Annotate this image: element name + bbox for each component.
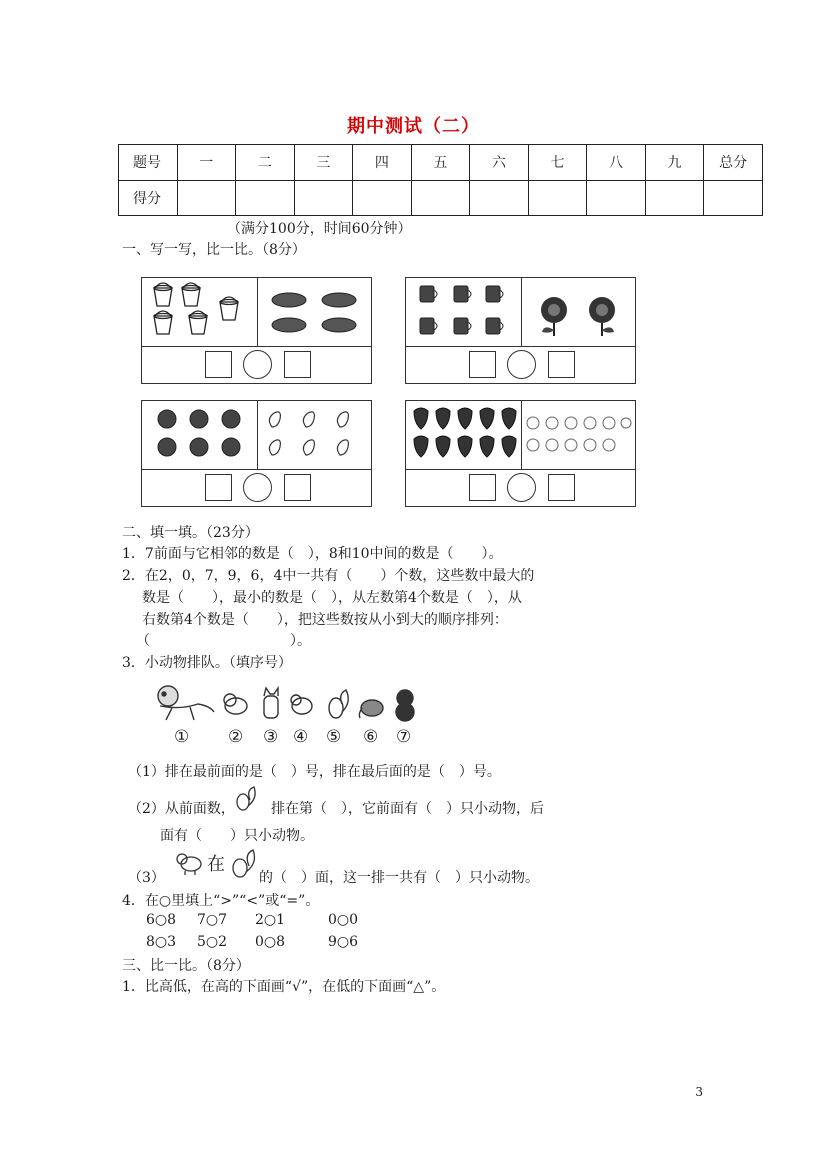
answer-box[interactable] bbox=[469, 351, 496, 378]
animal-number-1: ① bbox=[174, 727, 190, 747]
bear-icon bbox=[396, 690, 414, 721]
answer-box[interactable] bbox=[469, 474, 496, 501]
table-cell: 五 bbox=[411, 145, 470, 181]
page-number: 3 bbox=[695, 1085, 703, 1099]
section1-heading: 一、写一写，比一比。（8分） bbox=[122, 242, 306, 258]
compare-item[interactable]: 0○0 bbox=[328, 912, 359, 928]
table-cell: 总分 bbox=[704, 145, 763, 181]
answer-box[interactable] bbox=[548, 474, 575, 501]
peach-icons bbox=[527, 417, 631, 451]
exam-info: （满分100分，时间60分钟） bbox=[227, 221, 412, 237]
lamb-icon bbox=[291, 695, 312, 714]
score-table bbox=[118, 144, 763, 216]
squirrel-icon bbox=[230, 847, 260, 879]
compare-area bbox=[406, 469, 635, 506]
score-input-cell[interactable] bbox=[177, 180, 236, 216]
score-input-cell[interactable] bbox=[528, 180, 587, 216]
question-2-2-line2: 数是（ ），最小的数是（ ），从左数第4个数是（ ），从 bbox=[142, 590, 522, 606]
bucket-icons bbox=[154, 283, 238, 334]
answer-box[interactable] bbox=[205, 351, 232, 378]
table-cell: 八 bbox=[587, 145, 646, 181]
table-cell: 题号 bbox=[119, 145, 178, 181]
score-input-cell[interactable] bbox=[470, 180, 529, 216]
compare-panel-1 bbox=[141, 277, 372, 384]
squirrel-icon bbox=[234, 784, 260, 812]
strawberry-icons bbox=[414, 408, 516, 457]
answer-circle[interactable] bbox=[507, 350, 536, 379]
puppy-icon bbox=[224, 694, 247, 714]
animal-number-labels bbox=[174, 727, 411, 747]
flower-icons bbox=[541, 297, 615, 336]
score-input-cell[interactable] bbox=[587, 180, 646, 216]
compare-item[interactable]: 9○6 bbox=[328, 934, 359, 950]
score-table-score-row bbox=[119, 180, 763, 216]
animal-number-6: ⑥ bbox=[363, 727, 379, 747]
animal-number-7: ⑦ bbox=[396, 727, 412, 747]
compare-item[interactable]: 0○8 bbox=[255, 934, 286, 950]
compare-panel-2 bbox=[405, 277, 636, 384]
table-cell: 九 bbox=[645, 145, 704, 181]
compare-area bbox=[142, 469, 371, 506]
table-cell: 得分 bbox=[119, 180, 178, 216]
compare-panel-4 bbox=[405, 400, 636, 507]
compare-item[interactable]: 7○7 bbox=[197, 912, 228, 928]
score-input-cell[interactable] bbox=[704, 180, 763, 216]
animal-number-4: ④ bbox=[293, 727, 309, 747]
elephant-icon bbox=[359, 700, 383, 718]
question-2-3-3-start: （3） bbox=[128, 870, 165, 886]
question-3-1: 1．比高低，在高的下面画“√”，在低的下面画“△”。 bbox=[122, 979, 446, 995]
page-title: 期中测试（二） bbox=[347, 116, 480, 137]
lamb-icon bbox=[175, 850, 203, 876]
score-input-cell[interactable] bbox=[411, 180, 470, 216]
question-2-2-line4: （ ）。 bbox=[136, 633, 311, 649]
table-cell: 四 bbox=[353, 145, 412, 181]
question-2-3-2-start: （2）从前面数， bbox=[128, 801, 235, 817]
cup-icons bbox=[420, 286, 503, 334]
compare-panel-3 bbox=[141, 400, 372, 507]
score-input-cell[interactable] bbox=[645, 180, 704, 216]
question-2-3-1: （1）排在最前面的是（ ）号，排在最后面的是（ ）号。 bbox=[128, 764, 501, 780]
question-2-3-2-end: 面有（ ）只小动物。 bbox=[160, 828, 314, 844]
squirrel-icon bbox=[329, 690, 348, 718]
compare-area bbox=[406, 346, 635, 383]
compare-item[interactable]: 5○2 bbox=[197, 934, 228, 950]
table-cell: 七 bbox=[528, 145, 587, 181]
question-2-3-2-middle: 排在第（ ），它前面有（ ）只小动物，后 bbox=[271, 801, 544, 817]
question-2-3: 3．小动物排队。（填序号） bbox=[122, 655, 292, 671]
question-2-3-3-end: 的（ ）面，这一排一共有（ ）只小动物。 bbox=[259, 870, 539, 886]
table-cell: 六 bbox=[470, 145, 529, 181]
section3-heading: 三、比一比。（8分） bbox=[122, 958, 250, 974]
answer-circle[interactable] bbox=[507, 473, 536, 502]
table-cell: 二 bbox=[236, 145, 295, 181]
table-cell: 三 bbox=[294, 145, 353, 181]
score-input-cell[interactable] bbox=[294, 180, 353, 216]
tomato-icons bbox=[158, 410, 240, 456]
score-input-cell[interactable] bbox=[353, 180, 412, 216]
plate-icons bbox=[272, 293, 356, 332]
score-table-header-row bbox=[119, 145, 763, 181]
eggplant-icons bbox=[269, 412, 348, 455]
cat-icon bbox=[264, 688, 278, 718]
animal-icons bbox=[158, 686, 414, 721]
answer-circle[interactable] bbox=[243, 473, 272, 502]
compare-item[interactable]: 2○1 bbox=[255, 912, 286, 928]
compare-item[interactable]: 6○8 bbox=[146, 912, 177, 928]
animal-lineup-picture bbox=[150, 680, 425, 748]
question-2-2-line1: 2．在2，0，7，9，6，4中一共有（ ）个数，这些数中最大的 bbox=[122, 568, 535, 584]
answer-circle[interactable] bbox=[243, 350, 272, 379]
question-2-1: 1．7前面与它相邻的数是（ ），8和10中间的数是（ ）。 bbox=[122, 546, 503, 562]
animal-number-3: ③ bbox=[263, 727, 279, 747]
answer-box[interactable] bbox=[205, 474, 232, 501]
section2-heading: 二、填一填。（23分） bbox=[122, 525, 259, 541]
answer-box[interactable] bbox=[284, 474, 311, 501]
table-cell: 一 bbox=[177, 145, 236, 181]
animal-number-5: ⑤ bbox=[326, 727, 342, 747]
answer-box[interactable] bbox=[284, 351, 311, 378]
compare-item[interactable]: 8○3 bbox=[146, 934, 177, 950]
question-2-2-line3: 右数第4个数是（ ），把这些数按从小到大的顺序排列： bbox=[142, 612, 508, 628]
score-input-cell[interactable] bbox=[236, 180, 295, 216]
answer-box[interactable] bbox=[548, 351, 575, 378]
compare-area bbox=[142, 346, 371, 383]
question-2-3-3-in: 在 bbox=[207, 854, 225, 875]
animal-number-2: ② bbox=[228, 727, 244, 747]
question-2-4: 4．在○里填上“>”“<”或“=”。 bbox=[122, 893, 320, 909]
monkey-icon bbox=[158, 686, 214, 720]
